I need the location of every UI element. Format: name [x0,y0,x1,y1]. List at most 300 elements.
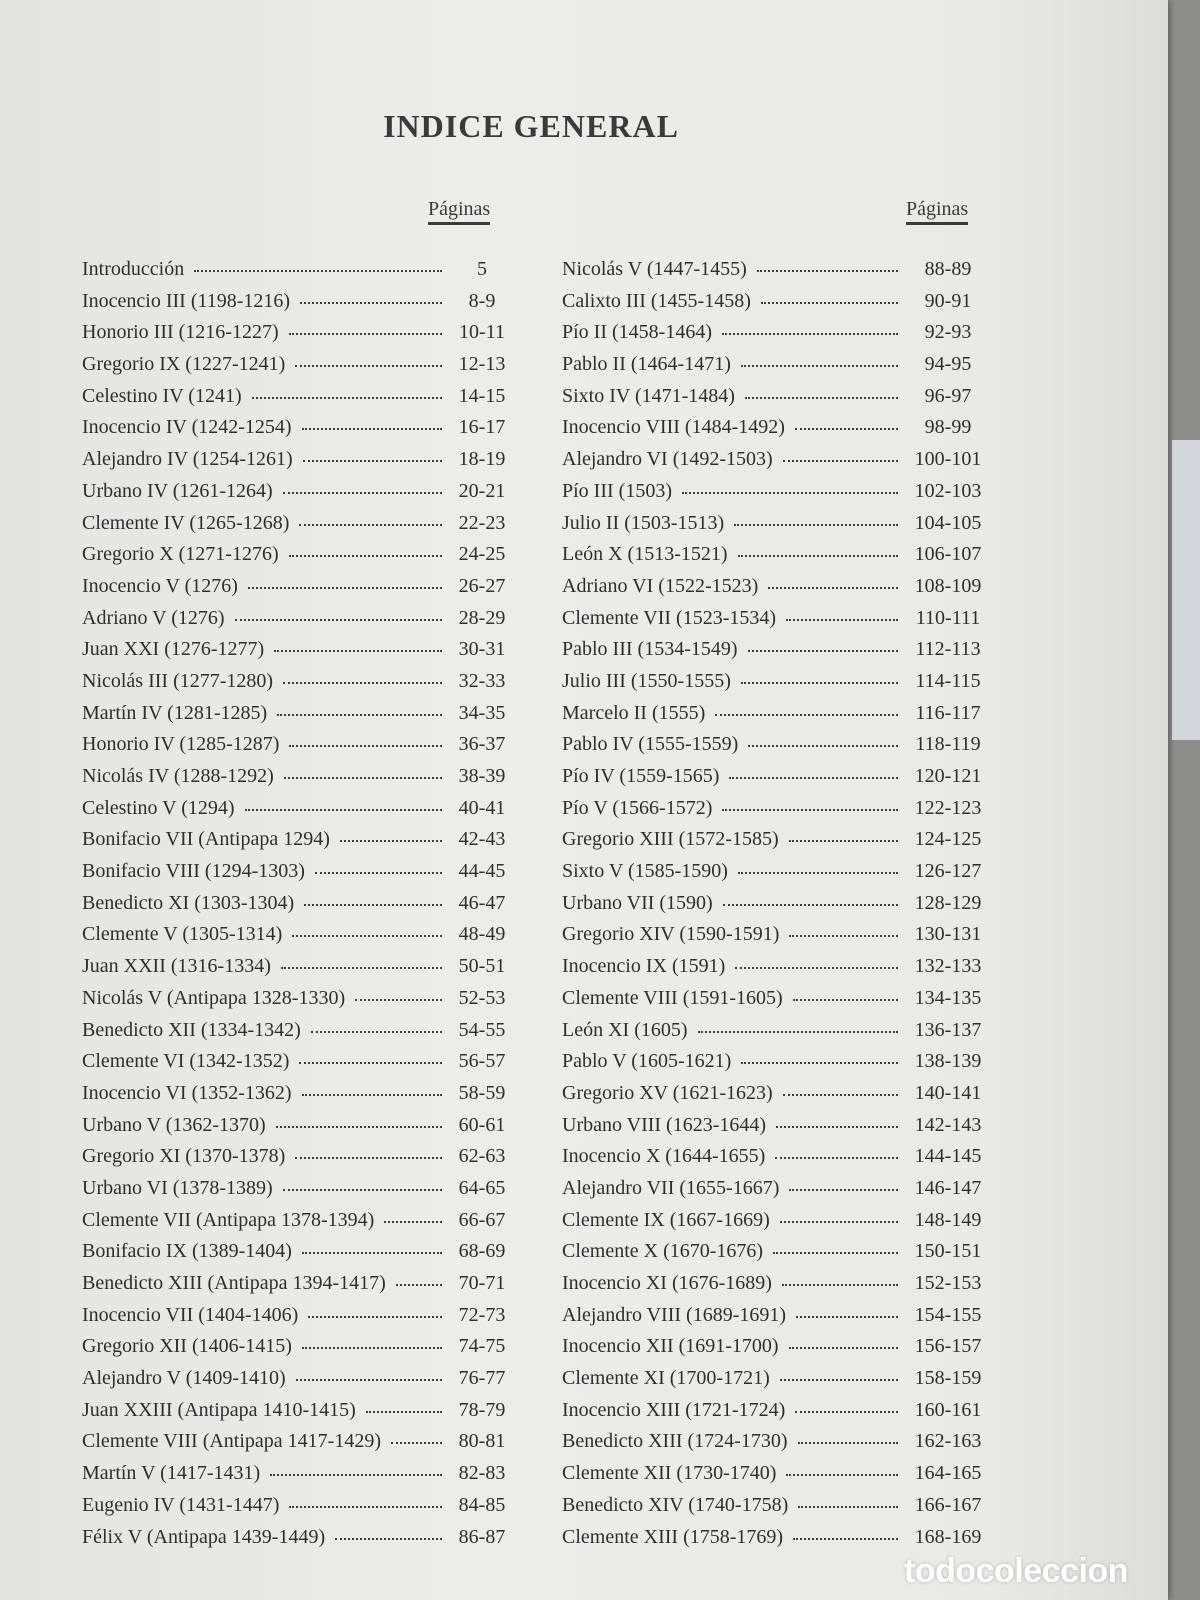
index-entry [82,1050,514,1082]
dot-leader [274,650,442,652]
index-entry [82,702,514,734]
entry-name: Alejandro IV (1254-1261) [82,448,293,471]
entry-pages: 24-25 [458,543,506,566]
entry-pages: 102-103 [914,479,982,502]
entry-pages: 118-119 [915,733,981,756]
dot-leader [789,1347,898,1349]
dot-leader [245,809,442,811]
index-entry [82,353,514,385]
entry-name: Félix V (Antipapa 1439-1449) [82,1525,326,1548]
dot-leader [776,1126,898,1128]
entry-pages: 5 [477,258,487,280]
entry-pages: 46-47 [458,891,506,914]
dot-leader [789,840,898,842]
entry-pages: 120-121 [914,765,982,787]
entry-pages: 96-97 [924,384,972,407]
dot-leader [789,935,898,937]
dot-leader [366,1411,442,1413]
dot-leader [796,1316,898,1318]
entry-name: Inocencio XI (1676-1689) [562,1272,772,1294]
index-entry [562,1050,990,1082]
index-entry [82,1082,514,1114]
entry-name: Gregorio XIV (1590-1591) [562,923,780,946]
entry-name: Benedicto XIV (1740-1758) [562,1493,789,1516]
index-entry [82,1335,514,1367]
dot-leader [289,333,442,335]
entry-pages: 88-89 [924,258,972,280]
index-entry [82,765,514,797]
dot-leader [304,904,442,906]
dot-leader [391,1442,442,1444]
entry-name: Pablo III (1534-1549) [562,638,738,661]
entry-pages: 134-135 [914,986,982,1009]
index-entry [82,1272,514,1304]
entry-pages: 40-41 [458,796,506,819]
entry-pages: 56-57 [458,1050,506,1073]
entry-pages: 100-101 [914,448,982,471]
entry-pages: 92-93 [924,321,972,344]
dot-leader [738,872,898,874]
entry-pages: 94-95 [924,353,972,376]
dot-leader [315,872,442,874]
entry-name: Inocencio VIII (1484-1492) [562,416,785,439]
entry-pages: 82-83 [458,1462,506,1485]
entry-name: Adriano V (1276) [82,606,225,629]
entry-name: Clemente IV (1265-1268) [82,511,290,534]
dot-leader [281,967,442,969]
entry-name: Clemente X (1670-1676) [562,1240,764,1263]
index-entry [82,987,514,1019]
entry-name: Nicolás V (1447-1455) [562,258,747,280]
entry-pages: 128-129 [914,891,982,914]
entry-pages: 38-39 [458,765,506,787]
entry-name: Inocencio XII (1691-1700) [562,1335,779,1358]
entry-name: Juan XXII (1316-1334) [82,955,271,978]
index-entry [562,385,990,417]
entry-pages: 112-113 [915,638,981,661]
page-title: INDICE GENERAL [383,108,679,144]
dot-leader [252,397,442,399]
entry-pages: 160-161 [914,1398,982,1421]
index-entry [82,1145,514,1177]
entry-name: León XI (1605) [562,1018,688,1041]
entry-name: Martín V (1417-1431) [82,1462,261,1485]
entry-name: Adriano VI (1522-1523) [562,574,759,597]
dot-leader [384,1221,442,1223]
index-entry [82,670,514,702]
index-entry [82,860,514,892]
index-entry [82,1240,514,1272]
entry-name: Inocencio VI (1352-1362) [82,1081,292,1104]
entry-name: Urbano V (1362-1370) [82,1113,266,1136]
entry-pages: 60-61 [458,1113,506,1136]
dot-leader [741,682,898,684]
index-entry [562,923,990,955]
entry-pages: 80-81 [458,1430,506,1453]
entry-name: Pío III (1503) [562,479,672,502]
index-entry [82,575,514,607]
entry-name: Honorio IV (1285-1287) [82,733,280,756]
entry-pages: 66-67 [458,1208,506,1231]
index-entry [82,512,514,544]
entry-name: Benedicto XIII (1724-1730) [562,1430,788,1453]
entry-pages: 142-143 [914,1113,982,1136]
index-entry [82,1177,514,1209]
index-entry [562,1114,990,1146]
entry-pages: 124-125 [914,828,982,851]
dot-leader [289,745,442,747]
entry-pages: 90-91 [924,289,972,312]
index-entry [562,1304,990,1336]
entry-pages: 78-79 [458,1398,506,1421]
entry-pages: 76-77 [458,1367,506,1390]
index-entry [562,797,990,829]
entry-pages: 30-31 [458,638,506,661]
dot-leader [738,555,898,557]
entry-name: Juan XXI (1276-1277) [82,638,265,661]
entry-name: Inocencio IV (1242-1254) [82,416,292,439]
dot-leader [296,1379,442,1381]
index-column-right [562,258,990,1557]
entry-name: Honorio III (1216-1227) [82,321,279,344]
entry-name: Bonifacio IX (1389-1404) [82,1240,292,1263]
entry-pages: 114-115 [915,669,981,692]
entry-name: Gregorio XV (1621-1623) [562,1081,773,1104]
entry-name: Inocencio VII (1404-1406) [82,1303,299,1326]
entry-pages: 14-15 [458,384,506,407]
index-entry [82,258,514,290]
dot-leader [795,428,898,430]
dot-leader [299,1062,442,1064]
entry-pages: 86-87 [458,1525,506,1548]
dot-leader [302,428,442,430]
entry-name: Clemente VI (1342-1352) [82,1050,290,1073]
index-entry [562,670,990,702]
index-entry [562,416,990,448]
dot-leader [783,460,898,462]
entry-name: Bonifacio VII (Antipapa 1294) [82,828,330,851]
dot-leader [283,492,442,494]
index-entry [562,1019,990,1051]
index-entry [562,1240,990,1272]
index-entry [562,1430,990,1462]
index-entry [562,480,990,512]
entry-name: Urbano VI (1378-1389) [82,1176,273,1199]
dot-leader [729,777,898,779]
dot-leader [715,714,898,716]
index-entry [562,987,990,1019]
entry-pages: 36-37 [458,733,506,756]
index-entry [562,733,990,765]
index-entry [562,1494,990,1526]
entry-name: Gregorio XI (1370-1378) [82,1145,286,1168]
dot-leader [795,1411,898,1413]
index-entry [562,448,990,480]
entry-pages: 106-107 [914,543,982,566]
index-entry [562,638,990,670]
dot-leader [793,1538,898,1540]
entry-name: Benedicto XI (1303-1304) [82,891,295,914]
dot-leader [780,1379,898,1381]
index-entry [562,290,990,322]
entry-pages: 20-21 [458,479,506,502]
index-entry [82,797,514,829]
entry-pages: 168-169 [914,1525,982,1548]
entry-pages: 166-167 [914,1493,982,1516]
index-entry [562,1335,990,1367]
entry-name: Clemente IX (1667-1669) [562,1208,770,1231]
entry-name: Pío IV (1559-1565) [562,765,720,787]
dot-leader [723,904,898,906]
dot-leader [786,1474,898,1476]
dot-leader [335,1538,442,1540]
dot-leader [782,1284,898,1286]
index-entry [82,1367,514,1399]
entry-name: Eugenio IV (1431-1447) [82,1493,280,1516]
background-edge [1172,440,1200,740]
entry-pages: 16-17 [458,416,506,439]
index-entry [82,828,514,860]
entry-pages: 162-163 [914,1430,982,1453]
index-entry [562,955,990,987]
index-entry [82,1019,514,1051]
entry-pages: 58-59 [458,1081,506,1104]
dot-leader [277,714,442,716]
dot-leader [783,1094,898,1096]
index-entry [82,733,514,765]
entry-name: Alejandro VII (1655-1667) [562,1176,780,1199]
entry-name: Inocencio X (1644-1655) [562,1145,766,1168]
entry-name: Pío II (1458-1464) [562,321,712,344]
dot-leader [789,1189,898,1191]
dot-leader [793,999,898,1001]
entry-pages: 54-55 [458,1018,506,1041]
dot-leader [761,302,898,304]
index-entry [82,1494,514,1526]
index-entry [562,1209,990,1241]
dot-leader [768,587,898,589]
entry-pages: 64-65 [458,1176,506,1199]
entry-name: Urbano IV (1261-1264) [82,479,273,502]
entry-pages: 130-131 [914,923,982,946]
index-entry [562,828,990,860]
entry-pages: 164-165 [914,1462,982,1485]
index-entry [82,385,514,417]
entry-name: Pablo IV (1555-1559) [562,733,739,756]
entry-name: Clemente VIII (Antipapa 1417-1429) [82,1430,381,1453]
entry-pages: 8-9 [468,289,496,312]
dot-leader [308,1316,442,1318]
index-entry [562,575,990,607]
dot-leader [270,1474,442,1476]
dot-leader [786,619,898,621]
entry-pages: 110-111 [915,606,981,629]
index-entry [82,923,514,955]
entry-name: Julio II (1503-1513) [562,511,725,534]
entry-pages: 12-13 [458,353,506,376]
entry-pages: 32-33 [458,669,506,692]
entry-pages: 126-127 [914,860,982,883]
index-entry [82,543,514,575]
entry-pages: 136-137 [914,1018,982,1041]
entry-pages: 116-117 [915,701,981,724]
entry-pages: 74-75 [458,1335,506,1358]
entry-name: Gregorio IX (1227-1241) [82,353,286,376]
entry-pages: 52-53 [458,986,506,1009]
entry-name: Marcelo II (1555) [562,701,706,724]
index-entry [82,892,514,924]
index-entry [82,1209,514,1241]
index-entry [562,1145,990,1177]
entry-pages: 108-109 [914,574,982,597]
entry-pages: 146-147 [914,1176,982,1199]
entry-name: Pablo V (1605-1621) [562,1050,732,1073]
entry-pages: 150-151 [914,1240,982,1263]
entry-name: Calixto III (1455-1458) [562,289,751,312]
entry-name: Inocencio XIII (1721-1724) [562,1398,786,1421]
index-entry [562,1367,990,1399]
entry-pages: 98-99 [924,416,972,439]
index-entry [562,353,990,385]
entry-name: Celestino V (1294) [82,796,235,819]
dot-leader [302,1094,442,1096]
entry-pages: 48-49 [458,923,506,946]
index-entry [82,416,514,448]
index-entry [82,290,514,322]
entry-name: Clemente XII (1730-1740) [562,1462,777,1485]
entry-name: Gregorio X (1271-1276) [82,543,279,566]
index-entry [82,1114,514,1146]
dot-leader [311,1031,442,1033]
index-entry [562,1399,990,1431]
entry-name: Nicolás III (1277-1280) [82,669,274,692]
entry-pages: 70-71 [458,1272,506,1294]
entry-pages: 84-85 [458,1493,506,1516]
dot-leader [775,1157,898,1159]
index-entry [562,1082,990,1114]
dot-leader [299,524,442,526]
index-entry [82,1399,514,1431]
dot-leader [289,1506,442,1508]
dot-leader [303,460,442,462]
dot-leader [284,777,442,779]
dot-leader [295,365,442,367]
entry-name: Alejandro VIII (1689-1691) [562,1303,787,1326]
index-entry [562,860,990,892]
dot-leader [295,1157,442,1159]
entry-name: Nicolás IV (1288-1292) [82,765,274,787]
entry-name: Inocencio V (1276) [82,574,238,597]
index-entry [562,1177,990,1209]
index-entry [562,1272,990,1304]
entry-name: Sixto V (1585-1590) [562,860,728,883]
entry-name: Clemente XIII (1758-1769) [562,1525,784,1548]
index-entry [562,321,990,353]
entry-pages: 44-45 [458,860,506,883]
entry-pages: 132-133 [914,955,982,978]
dot-leader [798,1506,898,1508]
dot-leader [741,365,898,367]
index-entry [562,512,990,544]
index-entry [82,480,514,512]
entry-pages: 50-51 [458,955,506,978]
dot-leader [302,1347,442,1349]
entry-pages: 10-11 [459,321,505,344]
dot-leader [276,1126,442,1128]
dot-leader [292,935,442,937]
entry-name: Juan XXIII (Antipapa 1410-1415) [82,1398,356,1421]
index-entry [82,955,514,987]
index-entry [82,448,514,480]
entry-name: Benedicto XII (1334-1342) [82,1018,301,1041]
dot-leader [300,302,442,304]
entry-name: Alejandro V (1409-1410) [82,1367,286,1390]
pages-column-header-right: Páginas [906,198,968,225]
entry-pages: 22-23 [458,511,506,534]
entry-name: Inocencio IX (1591) [562,955,726,978]
entry-name: Julio III (1550-1555) [562,669,731,692]
entry-name: Celestino IV (1241) [82,384,242,407]
entry-pages: 26-27 [458,574,506,597]
index-column-left [82,258,514,1557]
entry-pages: 62-63 [458,1145,506,1168]
dot-leader [248,587,442,589]
dot-leader [757,270,898,272]
dot-leader [773,1252,898,1254]
entry-pages: 28-29 [458,606,506,629]
index-entry [562,543,990,575]
dot-leader [748,650,898,652]
dot-leader [722,333,898,335]
index-entry [562,702,990,734]
dot-leader [289,555,442,557]
entry-pages: 68-69 [458,1240,506,1263]
index-entry [562,258,990,290]
entry-name: Martín IV (1281-1285) [82,701,268,724]
dot-leader [283,682,442,684]
entry-name: Sixto IV (1471-1484) [562,384,735,407]
entry-pages: 152-153 [914,1272,982,1294]
entry-name: Gregorio XII (1406-1415) [82,1335,292,1358]
entry-pages: 140-141 [914,1081,982,1104]
entry-name: Urbano VII (1590) [562,891,713,914]
dot-leader [741,1062,898,1064]
entry-pages: 158-159 [914,1367,982,1390]
entry-pages: 42-43 [458,828,506,851]
dot-leader [340,840,442,842]
entry-name: Clemente XI (1700-1721) [562,1367,770,1390]
dot-leader [355,999,442,1001]
index-entry [82,1526,514,1558]
entry-pages: 148-149 [914,1208,982,1231]
index-entry [82,1430,514,1462]
index-entry [562,607,990,639]
entry-pages: 34-35 [458,701,506,724]
dot-leader [283,1189,442,1191]
dot-leader [735,967,898,969]
entry-name: Benedicto XIII (Antipapa 1394-1417) [82,1272,386,1294]
entry-pages: 144-145 [914,1145,982,1168]
dot-leader [798,1442,899,1444]
dot-leader [302,1252,442,1254]
dot-leader [722,809,898,811]
entry-name: Pío V (1566-1572) [562,796,713,819]
entry-name: Bonifacio VIII (1294-1303) [82,860,305,883]
entry-pages: 18-19 [458,448,506,471]
entry-name: Nicolás V (Antipapa 1328-1330) [82,986,346,1009]
dot-leader [734,524,898,526]
entry-pages: 156-157 [914,1335,982,1358]
